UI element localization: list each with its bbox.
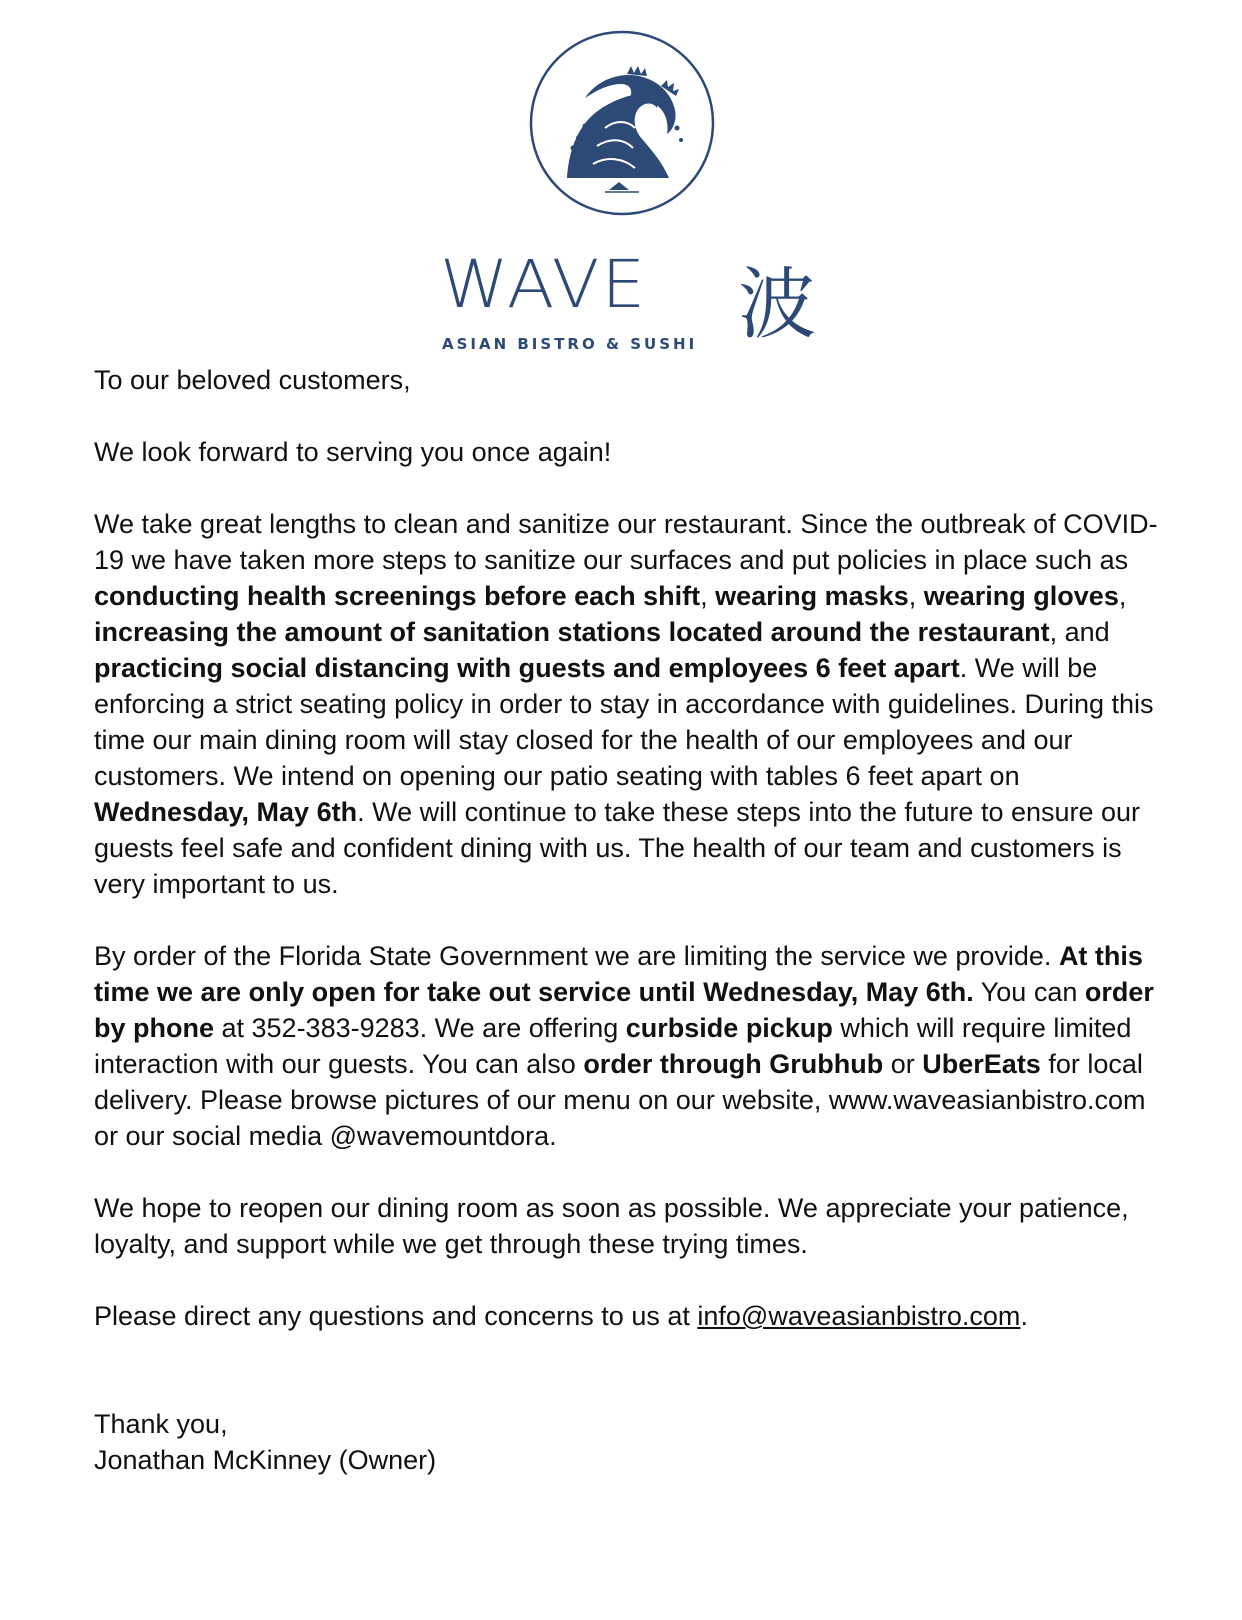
letter-body	[94, 362, 1174, 1514]
bold-phrase: At this time we are only open for take out service until Wednesday, May 6th.	[94, 941, 1143, 1007]
bold-phrase: conducting health screenings before each shift	[94, 581, 701, 611]
great-wave-emblem-icon	[527, 28, 717, 218]
reopen-paragraph: We hope to reopen our dining room as soon as possible. We appreciate your patience, loyalty, and support while we get through these trying times.	[94, 1193, 1129, 1259]
signature: Jonathan McKinney (Owner)	[94, 1445, 437, 1475]
sign-off	[94, 1406, 1174, 1478]
greeting: To our beloved customers,	[94, 365, 411, 395]
bold-phrase: curbside pickup	[625, 1013, 833, 1043]
bold-phrase: Wednesday, May 6th	[94, 797, 358, 827]
bold-phrase: increasing the amount of sanitation stations located around the restaurant	[94, 617, 1050, 647]
bold-phrase: wearing masks	[715, 581, 909, 611]
wordmark-title: WAVE	[440, 246, 648, 323]
contact-paragraph: Please direct any questions and concerns to us at info@waveasianbistro.com.	[94, 1301, 1028, 1331]
intro-paragraph: We look forward to serving you once again!	[94, 437, 612, 467]
closing: Thank you,	[94, 1409, 228, 1439]
bold-phrase: UberEats	[922, 1049, 1041, 1079]
bold-phrase: order through Grubhub	[583, 1049, 884, 1079]
safety-paragraph: We take great lengths to clean and sanitize our restaurant. Since the outbreak of COVID-19 we have taken more steps to sanitize our surfaces and put policies in place such as conducting health screenings before each shift, wearing masks, wearing gloves, increasing the amount of sanitation stations located around the restaurant, and practicing social distancing with guests and employees 6 feet apart. We will be enforcing a strict seating policy in order to stay in accordance with guidelines. During this time our main dining room will stay closed for the health of our employees and our customers. We intend on opening our patio seating with tables 6 feet apart on Wednesday, May 6th. We will continue to take these steps into the future to ensure our guests feel safe and confident dining with us. The health of our team and customers is very important to us.	[94, 509, 1158, 899]
wordmark-subtitle: ASIAN BISTRO & SUSHI	[442, 335, 698, 353]
service-paragraph: By order of the Florida State Government we are limiting the service we provide. At this time we are only open for take out service until Wednesday, May 6th. You can order by phone at 352-383-9283. We are offering curbside pickup which will require limited interaction with our guests. You can also order through Grubhub or UberEats for local delivery. Please browse pictures of our menu on our website, www.waveasianbistro.com or our social media @wavemountdora.	[94, 941, 1154, 1151]
wordmark	[440, 246, 820, 360]
wordmark-kanji: 波	[738, 260, 817, 350]
bold-phrase: practicing social distancing with guests and employees 6 feet apart	[94, 653, 960, 683]
email-link[interactable]: info@waveasianbistro.com	[697, 1301, 1021, 1331]
bold-phrase: wearing gloves	[923, 581, 1119, 611]
bold-phrase: order by phone	[94, 977, 1154, 1043]
